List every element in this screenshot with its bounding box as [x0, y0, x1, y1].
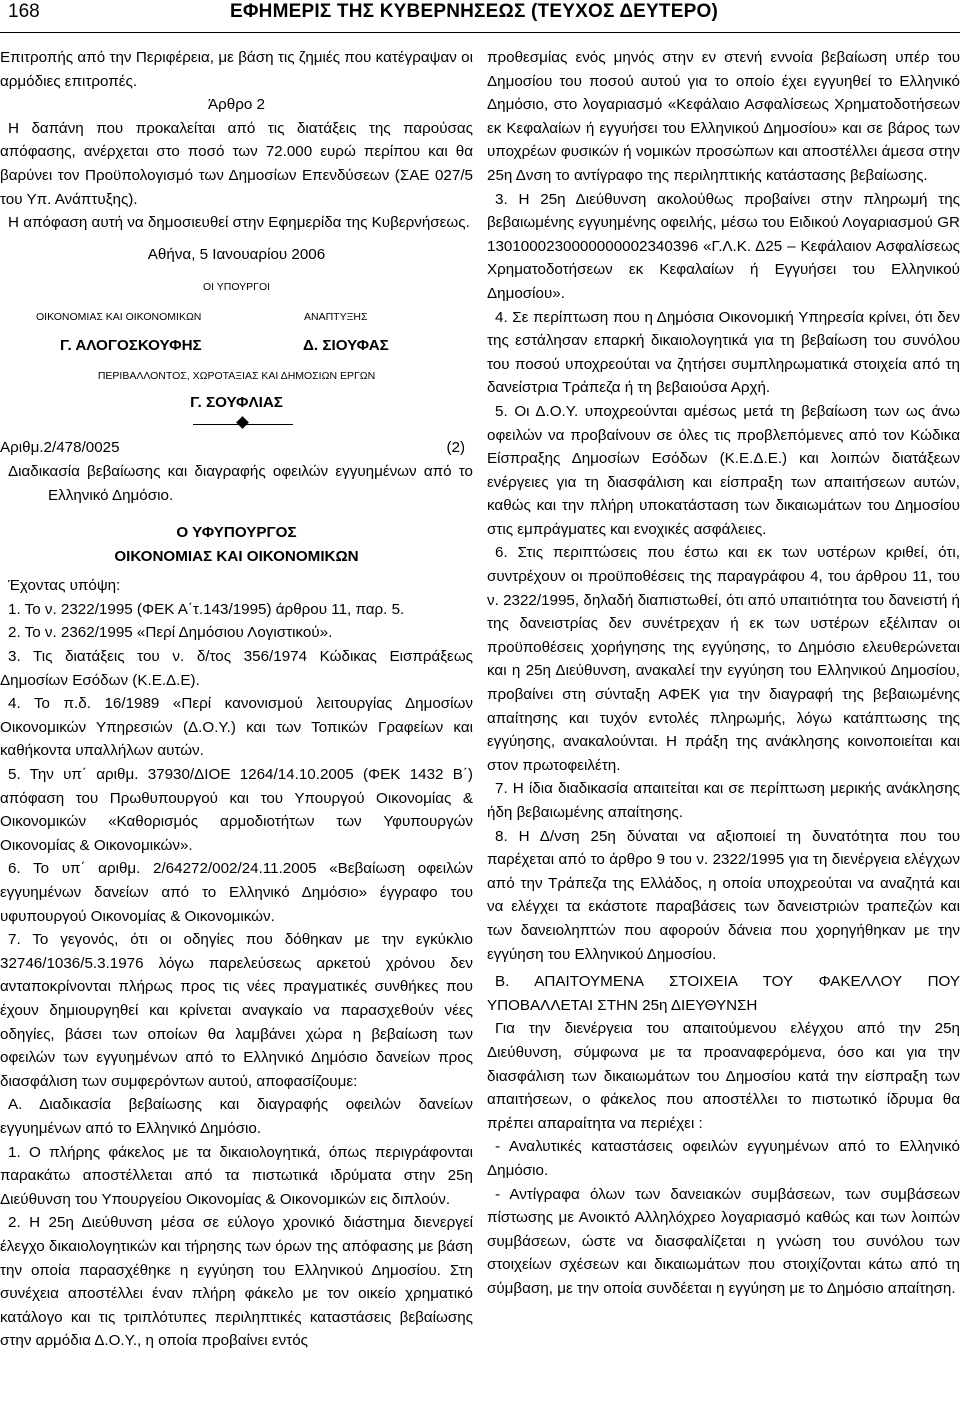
- continued-paragraph: προθεσμίας ενός μηνός στην εν στενή εννοία βεβαίωση υπέρ του Δημοσίου του ποσού αυτού για το οποίο έχει εγγυηθεί το Ελληνικό Δημόσιο, στο λογαριασμό «Κεφάλαιο Ασφαλίσεως Χρηματοδοτήσεων εκ Κεφαλαίων ή εγγυήσει του Ελληνικού Δημοσίου» και σε βάρος των υποχρέων φυσικών ή νομικών προσώπων και αποστέλλει άμεσα στην 25η Δνση το αντίγραφο της περιληπτικής κατάστασης βεβαίωσης.: [487, 49, 960, 184]
- header-rule: [0, 32, 960, 33]
- requirement-item: - Αναλυτικές καταστάσεις οφειλών εγγυημένων από το Ελληνικό Δημόσιο.: [487, 1138, 960, 1179]
- ministries-row: [0, 306, 473, 330]
- decision-title: Διαδικασία βεβαίωσης και διαγραφής οφειλών εγγυημένων από το Ελληνικό Δημόσιο.: [8, 462, 473, 504]
- ministers-row: [0, 334, 473, 358]
- list-item: 3. Τις διατάξεις του ν. δ/τος 356/1974 Κώδικας Εισπράξεως Δημοσίων Εσόδων (Κ.Ε.Δ.Ε).: [0, 648, 473, 689]
- diamond-icon: [236, 416, 249, 429]
- ministry-finance: ΟΙΚΟΝΟΜΙΑΣ ΚΑΙ ΟΙΚΟΝΟΜΙΚΩΝ: [36, 310, 202, 323]
- minister-development: Δ. ΣΙΟΥΦΑΣ: [303, 336, 389, 354]
- requirement-item: - Αντίγραφα όλων των δανειακών συμβάσεων, των συμβάσεων πίστωσης με Ανοικτό Αλληλόχρεο λογαριασμό καθώς και των λοιπών συμβάσεων, ώστε να διασφαλίζεται η γνώση του συνόλου των στοιχείων σχέσεων και δικαιωμάτων που στοιχίζονται κάτω από τη σύμβαση, με την οποία συνδέεται η εγγύηση με το Δημόσιο απαίτηση.: [487, 1185, 960, 1297]
- article2-paragraph: Η δαπάνη που προκαλείται από τις διατάξεις της παρούσας απόφασης, ανέρχεται στο ποσό των 72.000 ευρώ περίπου και θα βαρύνει τον Προϋπολογισμό των Δημοσίων Επενδύσεων (ΣΑΕ 027/5 του Υπ. Ανάπτυξης).: [0, 119, 473, 208]
- section-a-paragraph-2: 2. Η 25η Διεύθυνση μέσα σε εύλογο χρονικό διάστημα διενεργεί έλεγχο δικαιολογητικών και τήρησης των όρων της απόφασης με βάση την οποία παρασχέθηκε η εγγύηση του Ελληνικού Δημοσίου. Στη συνέχεια αποστέλλει έναν πλήρη φάκελο με τον οικείο χρηματικό κατάλογο και τις τριπλότυπες περιληπτικές καταστάσεις βεβαίωσης στην αρμόδια Δ.Ο.Υ., η οποία προβαίνει εντός: [0, 1214, 473, 1350]
- ministry-development: ΑΝΑΠΤΥΞΗΣ: [304, 310, 368, 323]
- page-header: [0, 0, 960, 30]
- ministers-label: ΟΙ ΥΠΟΥΡΓΟΙ: [202, 281, 271, 294]
- list-item: 5. Την υπ΄ αριθμ. 37930/ΔΙΟΕ 1264/14.10.2005 (ΦΕΚ 1432 Β΄) απόφαση του Πρωθυπουργού και του Υπουργού Οικονομίας & Οικονομικών «Καθορισμός αρμοδιοτήτων των Υφυπουργών Οικονομίας & Οικονομικών».: [0, 766, 473, 854]
- left-column: [0, 46, 473, 1353]
- list-item: 6. Το υπ΄ αριθμ. 2/64272/002/24.11.2005 «Βεβαίωση οφειλών εγγυημένων δανείων από το Ελληνικό Δημόσιο» έγγραφο του υφυπουργού Οικονομίας & Οικονομικών.: [0, 860, 473, 925]
- ministry-environment: ΠΕΡΙΒΑΛΛΟΝΤΟΣ, ΧΩΡΟΤΑΞΙΑΣ ΚΑΙ ΔΗΜΟΣΙΩΝ ΕΡΓΩΝ: [97, 370, 376, 383]
- list-item: 4. Το π.δ. 16/1989 «Περί κανονισμού λειτουργίας Δημοσίων Οικονομικών Υπηρεσιών (Δ.Ο.Υ.) και των Τοπικών Γραφείων και καθήκοντα υπαλλήλων αυτών.: [0, 695, 473, 760]
- paragraph-3: 3. Η 25η Διεύθυνση ακολούθως προβαίνει στην πληρωμή της βεβαιωμένης εγγυημένης οφειλής, μέσω του Ειδικού Λογαριασμού GR 1301000230000000002340396 «Γ.Λ.Κ. Δ25 – Κεφάλαιον Ασφαλίσεως Χρηματοδοτήσεων εκ Κεφαλαίων ή Εγγυήσει του Ελληνικού Δημοσίου».: [487, 190, 960, 302]
- place-date: Αθήνα, 5 Ιανουαρίου 2006: [147, 245, 326, 263]
- paragraph-4: 4. Σε περίπτωση που η Δημόσια Οικονομική Υπηρεσία κρίνει, ότι δεν της εστάλησαν επαρκή δικαιολογητικά για τη βεβαίωση του συνόλου του ποσού υποχρεούται να ζητήσει συμπληρωματικά στοιχεία από τη δανείστρια Τράπεζα ή τη βεβαιούσα Αρχή.: [487, 308, 960, 397]
- having-regard: Έχοντας υπόψη:: [8, 577, 121, 595]
- paragraph-6: 6. Στις περιπτώσεις που έστω και εκ των υστέρων κριθεί, ότι, συντρέχουν οι προϋποθέσεις της παραγράφου 4, του άρθρου 11, του ν. 2322/1995, δηλαδή διαπιστωθεί, ότι από υπαιτιότητα του δανειστή ή της δανειστρίας δεν συνέτρεχαν ή εκ των υστέρων εξέλιπαν οι προϋποθέσεις χορήγησης της εγγύησης, το Δημόσιο ελευθερώνεται και η 25η Διεύθυνση, ανακαλεί την εγγύηση του Ελληνικού Δημοσίου, προβαίνει στη σύνταξη ΑΦΕΚ για την διαγραφή της βεβαιωμένης απαίτησης και τυχόν εντολές πληρωμής, λόγω κατάπτωσης της εγγύησης, ανακαλούνται. Η πράξη της ανάκλησης κοινοποιείται και στον πρωτοφειλέτη.: [487, 544, 960, 774]
- section-separator: [0, 414, 473, 436]
- section-b-heading: Β. ΑΠΑΙΤΟΥΜΕΝΑ ΣΤΟΙΧΕΙΑ ΤΟΥ ΦΑΚΕΛΛΟΥ ΠΟΥ ΥΠΟΒΑΛΛΕΤΑΙ ΣΤΗΝ 25η ΔΙΕΥΘΥΝΣΗ: [487, 973, 960, 1014]
- paragraph-7: 7. Η ίδια διαδικασία απαιτείται και σε περίπτωση μερικής ανάκλησης ήδη βεβαιωμένης απαίτησης.: [487, 780, 960, 821]
- gazette-title: ΕΦΗΜΕΡΙΣ ΤΗΣ ΚΥΒΕΡΝΗΣΕΩΣ (ΤΕΥΧΟΣ ΔΕΥΤΕΡΟ): [230, 1, 718, 22]
- list-item: 1. Το ν. 2322/1995 (ΦΕΚ Α΄τ.143/1995) άρθρου 11, παρ. 5.: [8, 600, 405, 618]
- section-a-paragraph-1: 1. Ο πλήρης φάκελος με τα δικαιολογητικά, όπως περιγράφονται παρακάτω αποστέλλεται από τα πιστωτικά ιδρύματα στην 25η Διεύθυνση του Υπουργείου Οικονομίας & Οικονομικών εις διπλούν.: [0, 1143, 473, 1208]
- minister-environment: Γ. ΣΟΥΦΛΙΑΣ: [190, 393, 283, 411]
- publish-paragraph: Η απόφαση αυτή να δημοσιευθεί στην Εφημερίδα της Κυβερνήσεως.: [8, 214, 470, 232]
- list-item: 2. Το ν. 2362/1995 «Περί Δημόσιου Λογιστικού».: [8, 624, 333, 642]
- authority-title: Ο ΥΦΥΠΟΥΡΓΟΣ: [176, 524, 297, 542]
- list-item: 7. Το γεγονός, ότι οι οδηγίες που δόθηκαν με την εγκύκλιο 32746/1036/5.3.1976 λόγω παρελεύσεως αρκετού χρόνου δεν ανταποκρίνονται πλήρως προς τις νέες πραγματικές συνθήκες που έχουν δημιουργηθεί και κρίνεται αναγκαίο να παρασχεθούν νέες οδηγίες, βάσει των οποίων θα λαμβάνει χώρα η βεβαίωση των οφειλών των εγγυημένων από το Ελληνικό Δημόσιο δανείων προς διασφάλιση των συμφερόντων αυτού, αποφασίζουμε:: [0, 931, 473, 1090]
- decision-index: (2): [446, 439, 465, 457]
- decision-number: Αριθμ.2/478/0025: [0, 439, 120, 457]
- right-column: [487, 46, 960, 1300]
- article-heading: Άρθρο 2: [208, 96, 265, 114]
- decision-number-row: [0, 436, 473, 460]
- page-number: 168: [8, 1, 40, 22]
- paragraph-8: 8. Η Δ/νση 25η δύναται να αξιοποιεί τη δυνατότητα που του παρέχεται από το άρθρο 9 του ν. 2322/1995 για τη διενέργεια ελέγχων από την Τράπεζα της Ελλάδος, η οποία υποχρεούται να αναζητά και να ελέγχει τα εκάστοτε παραβάσεις των δανειστριών τραπεζών και των δανειοληπτών που αφορούν δάνεια που χορηγήθηκαν με την εγγύηση του Ελληνικού Δημοσίου.: [487, 827, 960, 963]
- paragraph-5: 5. Οι Δ.Ο.Υ. υποχρεούνται αμέσως μετά τη βεβαίωση των ως άνω οφειλών να προβαίνουν σε όλες τις προβλεπόμενες από τον Κώδικα Είσπραξης Δημοσίων Εσόδων (Κ.Ε.Δ.Ε.) και λοιπών διατάξεων ενέργειες για τη διασφάλιση και είσπραξη των απαιτήσεων αυτών, καθώς και την πλήρη υποκατάσταση των δικαιωμάτων του Δημοσίου στις εμπράγματες και ενοχικές ασφάλειες.: [487, 402, 960, 538]
- intro-paragraph: Επιτροπής από την Περιφέρεια, με βάση τις ζημιές που κατέγραψαν οι αρμόδιες επιτροπές.: [0, 49, 473, 90]
- section-a-heading: Α. Διαδικασία βεβαίωσης και διαγραφής οφειλών δανείων εγγυημένων από το Ελληνικό Δημόσιο.: [0, 1096, 473, 1137]
- minister-finance: Γ. ΑΛΟΓΟΣΚΟΥΦΗΣ: [60, 336, 202, 354]
- section-b-paragraph: Για την διενέργεια του απαιτούμενου ελέγχου από την 25η Διεύθυνση, σύμφωνα με τα προαναφερόμενα, όσο και για την διασφάλιση των δικαιωμάτων του Δημοσίου κατά την είσπραξη των απαιτήσεων, ο φάκελος που αποστέλλει το πιστωτικό ίδρυμα θα πρέπει απαραίτητα να περιέχει :: [487, 1020, 960, 1132]
- authority-ministry: ΟΙΚΟΝΟΜΙΑΣ ΚΑΙ ΟΙΚΟΝΟΜΙΚΩΝ: [114, 547, 359, 565]
